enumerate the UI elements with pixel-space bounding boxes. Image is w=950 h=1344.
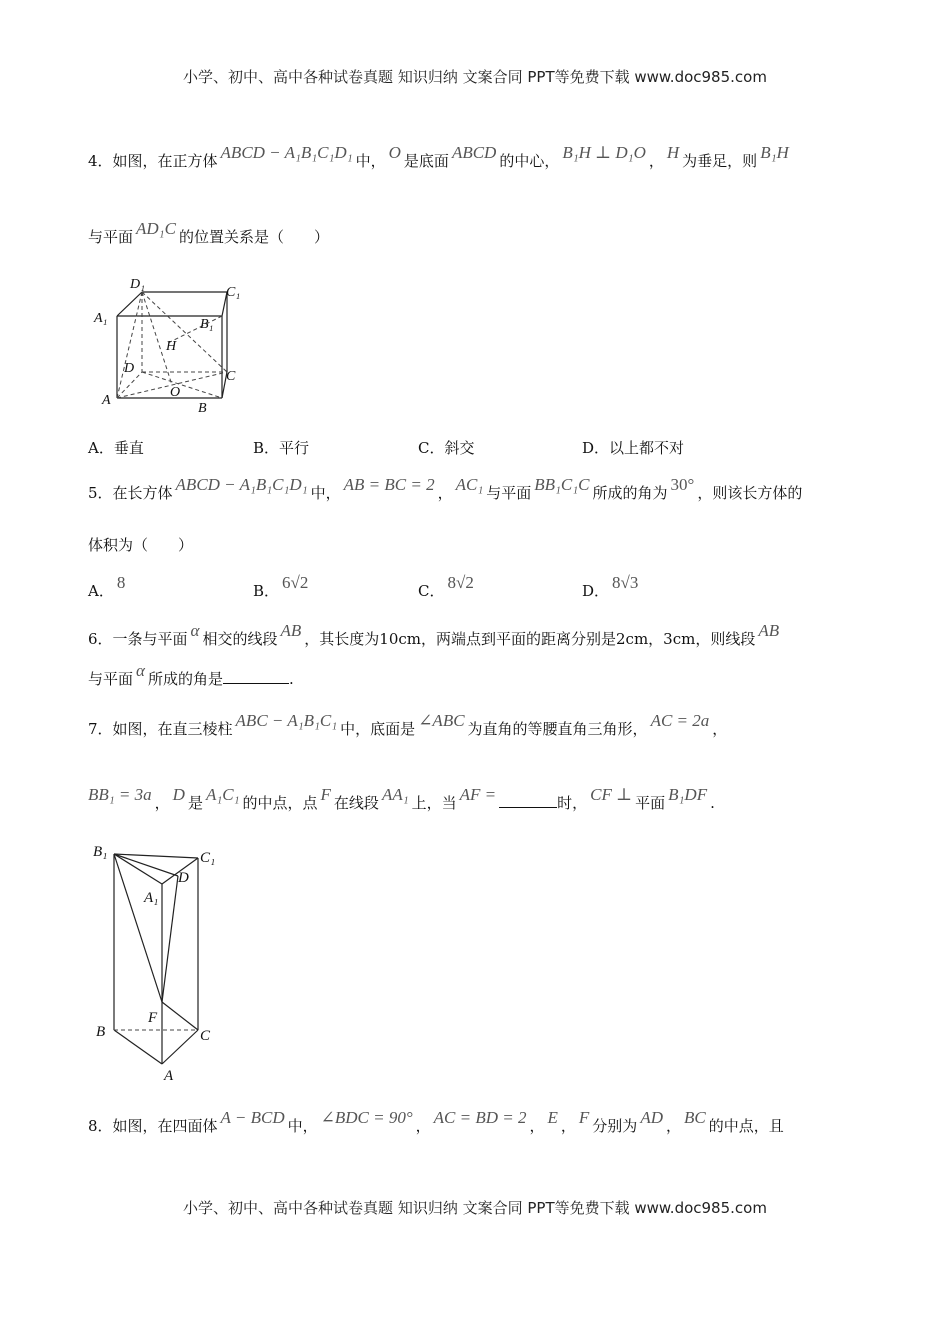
q4-math-perp: B₁H ⊥ D₁O: [562, 143, 646, 162]
q4-fig-label-a1: A₁: [94, 311, 108, 326]
q7-math-cf: CF ⊥: [590, 785, 633, 804]
q7-text: 7．如图，在直三棱柱: [88, 720, 233, 738]
q4-option-d[interactable]: D．以上都不对: [582, 439, 685, 457]
q4-fig-label-h: H: [166, 339, 177, 354]
q4-text: 的位置关系是（ ）: [178, 228, 329, 246]
q6-math-alpha: α: [136, 661, 145, 680]
q4-math-o: O: [388, 143, 401, 162]
q8-math-tetra: A − BCD: [220, 1108, 285, 1127]
q4-text: 是底面: [403, 152, 449, 170]
q4-line-2: [88, 219, 860, 248]
q5-option-b[interactable]: [253, 573, 311, 601]
q7-math-ac: AC = 2a: [650, 711, 710, 730]
q5-math-ab-bc: AB = BC = 2: [343, 475, 435, 494]
q5-number: 5．在长方体: [88, 484, 173, 502]
q7-text: 为直角的等腰直角三角形，: [467, 720, 648, 738]
q6-math-ab: AB: [280, 621, 302, 640]
q5-text: 所成的角为: [592, 484, 668, 502]
q5-math-angle: 30°: [670, 475, 695, 494]
q7-line-2: [88, 785, 860, 814]
q5-text: 体积为（ ）: [88, 536, 194, 554]
q8-text: 中，: [287, 1117, 318, 1135]
q7-math-f: F: [320, 785, 331, 804]
q7-math-bb1: BB₁ = 3a: [88, 785, 152, 804]
q5-option-d-label: D．: [582, 582, 610, 600]
q7-text: 时，: [557, 794, 588, 812]
q4-fig-label-o: O: [170, 385, 181, 400]
q7-math-d: D: [172, 785, 185, 804]
q5-math-ac1: AC₁: [455, 475, 484, 494]
q4-math-h: H: [666, 143, 680, 162]
q5-option-d-value: 8√3: [612, 573, 639, 592]
q5-option-c-value: 8√2: [447, 573, 474, 592]
q4-fig-label-b1: B₁: [200, 317, 214, 332]
q4-text: 中，: [355, 152, 386, 170]
q4-fig-label-b: B: [198, 401, 207, 416]
q5-option-c-label: C．: [418, 582, 445, 600]
q4-number: 4．如图，在正方体: [88, 152, 218, 170]
q5-option-a-label: A．: [88, 582, 114, 600]
q7-math-angle: ∠ABC: [418, 711, 465, 730]
q6-text: 相交的线段: [202, 630, 278, 648]
q4-text: 与平面: [88, 228, 134, 246]
q8-math-bc: BC: [684, 1108, 706, 1127]
q7-text: .: [710, 794, 715, 812]
q8-text: 分别为: [592, 1117, 638, 1135]
q4-math-plane: AD₁C: [136, 219, 176, 238]
q7-math-prism: ABC − A₁B₁C₁: [235, 711, 338, 730]
q7-text: 在线段: [333, 794, 379, 812]
q4-line-1: [88, 143, 860, 172]
q4-fig-label-a: A: [102, 393, 111, 408]
q7-text: ，: [154, 794, 170, 812]
q5-option-a[interactable]: [88, 573, 128, 601]
q8-text: 的中点，且: [708, 1117, 784, 1135]
q8-text: 8．如图，在四面体: [88, 1117, 218, 1135]
q8-math-f: F: [578, 1108, 590, 1127]
q4-fig-label-c: C: [226, 369, 236, 384]
q7-fig-label-b1: B₁: [93, 844, 108, 860]
q5-line-1: [88, 475, 860, 504]
q7-prism-figure: [90, 840, 240, 1085]
q4-option-b[interactable]: B．平行: [253, 439, 310, 457]
q8-text: ，: [665, 1117, 681, 1135]
q6-math-alpha: α: [190, 621, 200, 640]
q5-option-b-value: 6√2: [282, 573, 309, 592]
q7-text: 平面: [635, 794, 666, 812]
q7-fig-label-a: A: [164, 1068, 174, 1084]
q6-line-1: [88, 621, 860, 650]
page-header: 小学、初中、高中各种试卷真题 知识归纳 文案合同 PPT等免费下载 www.doc985.com: [183, 68, 767, 86]
q4-text: ，: [648, 152, 664, 170]
q6-line-2: [88, 661, 860, 690]
q6-math-ab: AB: [758, 621, 780, 640]
q7-fig-label-f: F: [148, 1010, 158, 1026]
q7-line-1: [88, 711, 860, 740]
q6-text: .: [288, 670, 294, 688]
q5-math-cuboid: ABCD − A₁B₁C₁D₁: [175, 475, 308, 494]
q7-math-a1c1: A₁C₁: [205, 785, 240, 804]
q7-math-af: AF =: [459, 785, 497, 804]
q8-text: ，: [529, 1117, 545, 1135]
page-footer: 小学、初中、高中各种试卷真题 知识归纳 文案合同 PPT等免费下载 www.doc985.com: [183, 1199, 767, 1217]
q8-math-e: E: [547, 1108, 558, 1127]
q6-text: 所成的角是: [147, 670, 223, 688]
q7-fig-label-d: D: [178, 870, 189, 886]
q5-option-b-label: B．: [253, 582, 280, 600]
q5-line-2: [88, 534, 860, 556]
q6-text: 与平面: [88, 670, 134, 688]
q4-fig-label-d1: D₁: [130, 277, 145, 292]
q5-text: ，: [437, 484, 453, 502]
q5-text: 中，: [310, 484, 341, 502]
q6-answer-blank[interactable]: [223, 669, 289, 684]
q7-text: ，: [712, 720, 728, 738]
q5-math-plane: BB₁C₁C: [534, 475, 590, 494]
q5-option-d[interactable]: [582, 573, 641, 601]
q4-option-a[interactable]: A．垂直: [88, 439, 144, 457]
q6-text: 6．一条与平面: [88, 630, 188, 648]
q7-text: 上，当: [411, 794, 457, 812]
q4-cube-figure: [92, 272, 252, 422]
q4-fig-label-d: D: [124, 361, 135, 376]
q4-fig-label-c1: C₁: [226, 285, 241, 300]
q4-text: 的中心，: [499, 152, 560, 170]
q7-math-b1df: B₁DF: [668, 785, 708, 804]
q5-text: 与平面: [486, 484, 532, 502]
q7-math-aa1: AA₁: [381, 785, 409, 804]
q4-math-cube: ABCD − A₁B₁C₁D₁: [220, 143, 353, 162]
q6-text: ，其长度为10cm，两端点到平面的距离分别是2cm，3cm，则线段: [304, 630, 756, 648]
q7-fig-label-c1: C₁: [200, 850, 216, 866]
q8-math-angle: ∠BDC = 90°: [320, 1108, 413, 1127]
q7-text: 中，底面是: [340, 720, 416, 738]
q8-text: ，: [415, 1117, 431, 1135]
q8-text: ，: [560, 1117, 576, 1135]
q7-text: 是: [187, 794, 203, 812]
q4-text: 为垂足，则: [682, 152, 758, 170]
q7-answer-blank[interactable]: [499, 793, 557, 808]
q5-option-c[interactable]: [418, 573, 477, 601]
q5-text: ，则该长方体的: [697, 484, 803, 502]
q4-math-abcd: ABCD: [451, 143, 497, 162]
q4-option-c[interactable]: C．斜交: [418, 439, 475, 457]
q4-math-b1h: B₁H: [760, 143, 789, 162]
q7-fig-label-a1: A₁: [144, 890, 159, 906]
q7-fig-label-c: C: [200, 1028, 211, 1044]
q7-text: 的中点，点: [242, 794, 318, 812]
q5-option-a-value: 8: [116, 573, 126, 592]
q8-line-1: [88, 1108, 860, 1137]
q8-math-lengths: AC = BD = 2: [433, 1108, 527, 1127]
q8-math-ad: AD: [640, 1108, 663, 1127]
q7-fig-label-b: B: [96, 1024, 106, 1040]
